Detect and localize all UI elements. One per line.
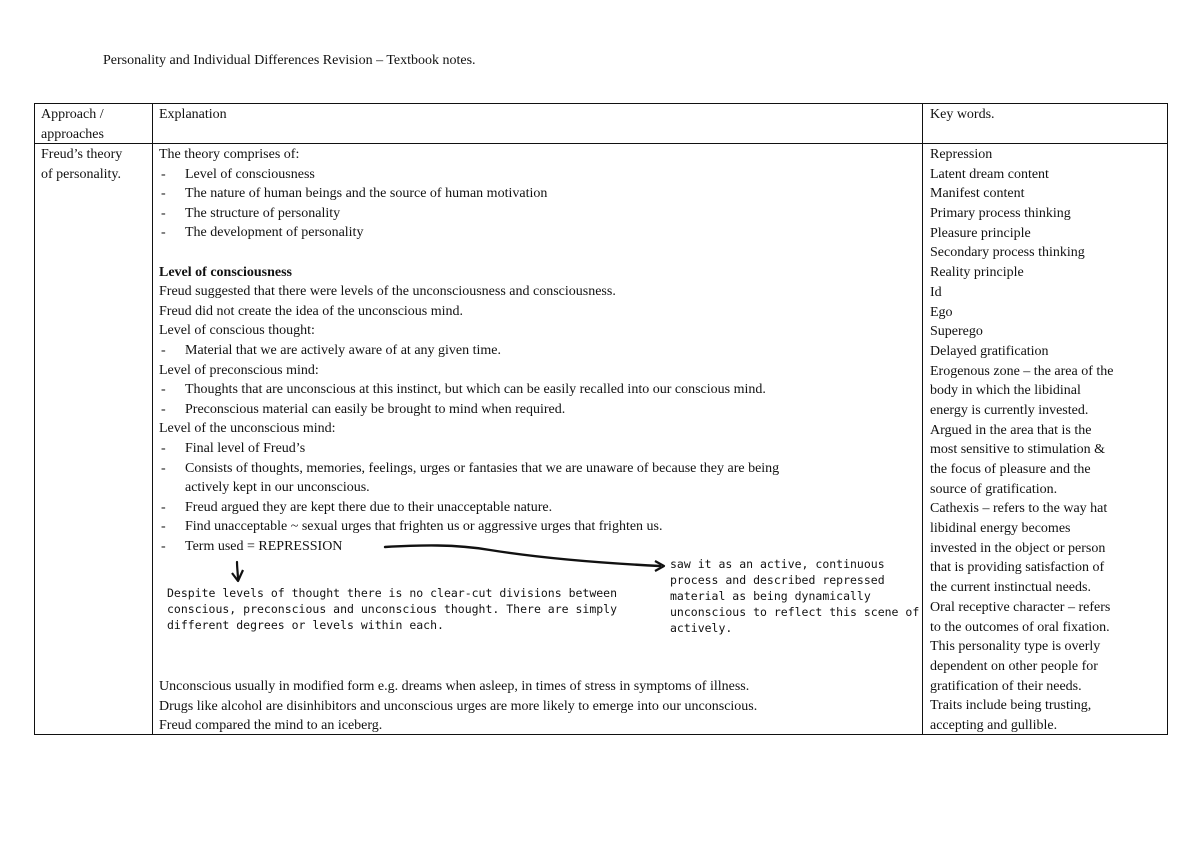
bullet-item: - Material that we are actively aware of at any given time. — [159, 341, 779, 361]
keyword-item: dependent on other people for — [930, 658, 1098, 674]
handnote-line: unconscious to reflect this scene of — [670, 605, 920, 619]
keyword-item: Reality principle — [930, 265, 1024, 281]
bullet-item: - The development of personality — [159, 223, 779, 243]
explanation-cell — [159, 145, 779, 556]
approach-line: Freud’s theory — [41, 147, 123, 162]
handnote-line: different degrees or levels within each. — [167, 618, 444, 632]
keyword-item: Argued in the area that is the — [930, 422, 1092, 438]
keyword-item: Delayed gratification — [930, 343, 1049, 359]
keyword-item: to the outcomes of oral fixation. — [930, 619, 1110, 635]
keyword-item: Manifest content — [930, 186, 1025, 202]
explanation-line: Freud compared the mind to an iceberg. — [159, 718, 383, 734]
document-title: Personality and Individual Differences Revision – Textbook notes. — [103, 53, 476, 68]
keyword-item: Superego — [930, 324, 983, 340]
keyword-item: Secondary process thinking — [930, 245, 1085, 261]
explanation-line: actively kept in our unconscious. — [185, 480, 370, 496]
bullet-item: - Freud argued they are kept there due to their unacceptable nature. — [159, 498, 779, 518]
keyword-item: the current instinctual needs. — [930, 580, 1091, 596]
header-divider — [35, 143, 1167, 144]
approach-cell — [41, 145, 122, 184]
bullet-item: - Find unacceptable ~ sexual urges that frighten us or aggressive urges that frighten us. — [159, 517, 779, 537]
header-keywords-text: Key words. — [930, 107, 995, 122]
keyword-item: Traits include being trusting, — [930, 698, 1092, 714]
handnote-line: Despite levels of thought there is no clear-cut divisions between — [167, 586, 618, 600]
keyword-item: accepting and gullible. — [930, 717, 1058, 733]
keyword-item: body in which the libidinal — [930, 383, 1081, 399]
approach-line: of personality. — [41, 166, 121, 182]
column-divider — [922, 104, 923, 734]
header-explanation — [159, 105, 227, 125]
handnote-line: actively. — [670, 621, 733, 635]
bullet-item: - Final level of Freud’s — [159, 439, 779, 459]
notes-table — [34, 103, 1168, 735]
explanation-line: Level of the unconscious mind: — [159, 421, 336, 437]
keyword-item: Oral receptive character – refers — [930, 599, 1111, 615]
keyword-item: energy is currently invested. — [930, 402, 1089, 418]
handnote-line: process and described repressed — [670, 573, 885, 587]
explanation-bottom — [159, 677, 757, 736]
bullet-item: - Thoughts that are unconscious at this instinct, but which can be easily recalled into our conscious mind. — [159, 380, 779, 400]
bullet-item: - Consists of thoughts, memories, feelings, urges or fantasies that we are unaware of because they are being — [159, 459, 779, 479]
explanation-line: Freud suggested that there were levels of the unconsciousness and consciousness. — [159, 284, 616, 300]
bullet-item: - Term used = REPRESSION — [159, 537, 779, 557]
header-keywords — [930, 105, 995, 125]
handnote-line: saw it as an active, continuous — [670, 557, 885, 571]
keyword-item: This personality type is overly — [930, 639, 1101, 655]
header-explanation-text: Explanation — [159, 107, 227, 122]
header-approach-line: approaches — [41, 126, 104, 142]
explanation-line — [159, 243, 779, 263]
bullet-item: - The structure of personality — [159, 204, 779, 224]
keyword-item: Erogenous zone – the area of the — [930, 363, 1114, 379]
handnote-line: conscious, preconscious and unconscious thought. There are simply — [167, 602, 618, 616]
keyword-item: Ego — [930, 304, 953, 320]
keywords-cell — [930, 145, 1113, 736]
keyword-item: most sensitive to stimulation & — [930, 442, 1105, 458]
keyword-item: invested in the object or person — [930, 540, 1106, 556]
handnote-line: material as being dynamically — [670, 589, 871, 603]
keyword-item: Repression — [930, 147, 993, 162]
explanation-line: Unconscious usually in modified form e.g. dreams when asleep, in times of stress in symptoms of illness. — [159, 679, 750, 694]
keyword-item: Latent dream content — [930, 166, 1049, 182]
header-approach-line: Approach / — [41, 107, 104, 122]
keyword-item: libidinal energy becomes — [930, 521, 1071, 537]
section-heading: Level of consciousness — [159, 264, 292, 280]
explanation-line: Level of conscious thought: — [159, 323, 315, 339]
header-approach — [41, 105, 104, 144]
keyword-item: the focus of pleasure and the — [930, 462, 1091, 477]
keyword-item: Cathexis – refers to the way hat — [930, 501, 1108, 517]
keyword-item: that is providing satisfaction of — [930, 560, 1105, 576]
bullet-item: - Preconscious material can easily be brought to mind when required. — [159, 400, 779, 420]
explanation-line: Drugs like alcohol are disinhibitors and unconscious urges are more likely to emerge into our unconscious. — [159, 698, 758, 714]
keyword-item: gratification of their needs. — [930, 678, 1082, 694]
keyword-item: Primary process thinking — [930, 206, 1071, 222]
handwritten-note-right — [670, 556, 919, 636]
explanation-line: The theory comprises of: — [159, 147, 300, 162]
column-divider — [152, 104, 153, 734]
keyword-item: Pleasure principle — [930, 225, 1031, 241]
handwritten-note-left — [167, 585, 617, 633]
explanation-line: Freud did not create the idea of the unconscious mind. — [159, 303, 464, 319]
bullet-item: - The nature of human beings and the source of human motivation — [159, 184, 779, 204]
explanation-line: Level of preconscious mind: — [159, 362, 319, 378]
bullet-item: - Level of consciousness — [159, 165, 779, 185]
keyword-item: source of gratification. — [930, 481, 1058, 497]
keyword-item: Id — [930, 284, 942, 300]
